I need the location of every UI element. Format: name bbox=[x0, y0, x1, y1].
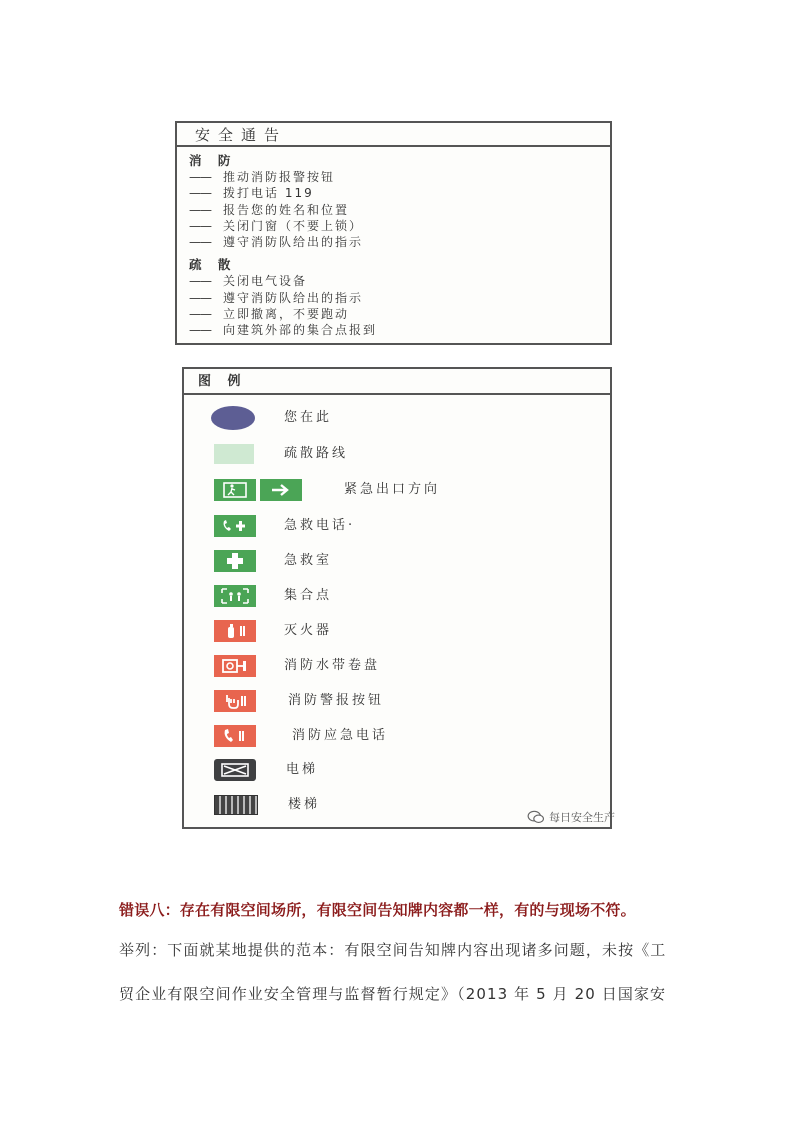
wechat-watermark bbox=[527, 807, 615, 827]
first-aid-phone-icon bbox=[214, 515, 256, 537]
legend-label: 消防应急电话 bbox=[292, 728, 389, 743]
legend-item bbox=[184, 511, 610, 541]
map-legend bbox=[182, 367, 612, 829]
legend-label: 楼梯 bbox=[288, 797, 321, 812]
fire-emergency-phone-icon bbox=[214, 725, 256, 747]
first-aid-room-icon bbox=[214, 550, 256, 572]
evacuation-step: —— 立即撤离，不要跑动 bbox=[189, 307, 350, 322]
fire-hose-reel-icon bbox=[214, 655, 256, 677]
elevator-icon bbox=[214, 759, 256, 781]
legend-label: 集合点 bbox=[284, 588, 333, 603]
you-are-here-dot-icon bbox=[211, 406, 255, 430]
legend-label: 灭火器 bbox=[284, 623, 333, 638]
evacuation-step: —— 向建筑外部的集合点报到 bbox=[189, 323, 378, 338]
fire-step: —— 推动消防报警按钮 bbox=[189, 170, 336, 184]
stairs-icon bbox=[214, 795, 258, 815]
assembly-point-icon bbox=[214, 585, 256, 607]
legend-item bbox=[184, 721, 610, 751]
legend-item bbox=[184, 686, 610, 716]
legend-title: 图 例 bbox=[184, 369, 610, 395]
legend-label: 您在此 bbox=[284, 410, 333, 425]
legend-item bbox=[184, 546, 610, 576]
error-heading: 错误八：存在有限空间场所，有限空间告知牌内容都一样，有的与现场不符。 bbox=[119, 901, 636, 919]
watermark-text: 每日安全生产 bbox=[549, 811, 615, 824]
legend-item bbox=[184, 475, 610, 505]
fire-step: —— 拨打电话 119 bbox=[189, 186, 314, 201]
legend-item bbox=[184, 651, 610, 681]
legend-label: 急救室 bbox=[284, 553, 333, 568]
evacuation-step: —— 关闭电气设备 bbox=[189, 274, 308, 289]
evacuation-route-swatch-icon bbox=[214, 444, 254, 464]
legend-item bbox=[184, 581, 610, 611]
paragraph-line: 贸企业有限空间作业安全管理与监督暂行规定》（2013 年 5 月 20 日国家安 bbox=[119, 985, 667, 1003]
notice-title: 安全通告 bbox=[177, 123, 610, 147]
legend-item bbox=[184, 439, 610, 469]
legend-label: 消防警报按钮 bbox=[288, 693, 385, 708]
fire-extinguisher-icon bbox=[214, 620, 256, 642]
emergency-exit-direction-icon bbox=[214, 475, 302, 505]
legend-label: 紧急出口方向 bbox=[344, 482, 441, 497]
fire-alarm-button-icon bbox=[214, 690, 256, 712]
legend-item bbox=[184, 616, 610, 646]
paragraph-line: 举列：下面就某地提供的范本：有限空间告知牌内容出现诸多问题，未按《工 bbox=[119, 941, 667, 959]
legend-label: 消防水带卷盘 bbox=[284, 658, 381, 673]
legend-label: 急救电话· bbox=[284, 518, 356, 533]
fire-section-title: 消 防 bbox=[189, 153, 237, 168]
fire-step: —— 报告您的姓名和位置 bbox=[189, 202, 350, 217]
legend-item bbox=[184, 755, 610, 785]
legend-label: 疏散路线 bbox=[284, 446, 349, 461]
safety-notice-board bbox=[175, 121, 612, 345]
legend-label: 电梯 bbox=[286, 762, 319, 777]
evacuation-section-title: 疏 散 bbox=[189, 257, 237, 273]
wechat-icon bbox=[527, 810, 545, 824]
fire-step: —— 关闭门窗（不要上锁） bbox=[189, 218, 364, 233]
evacuation-step: —— 遵守消防队给出的指示 bbox=[189, 290, 364, 305]
notice-body bbox=[189, 152, 599, 339]
fire-step: —— 遵守消防队给出的指示 bbox=[189, 235, 364, 250]
legend-item bbox=[184, 403, 610, 433]
